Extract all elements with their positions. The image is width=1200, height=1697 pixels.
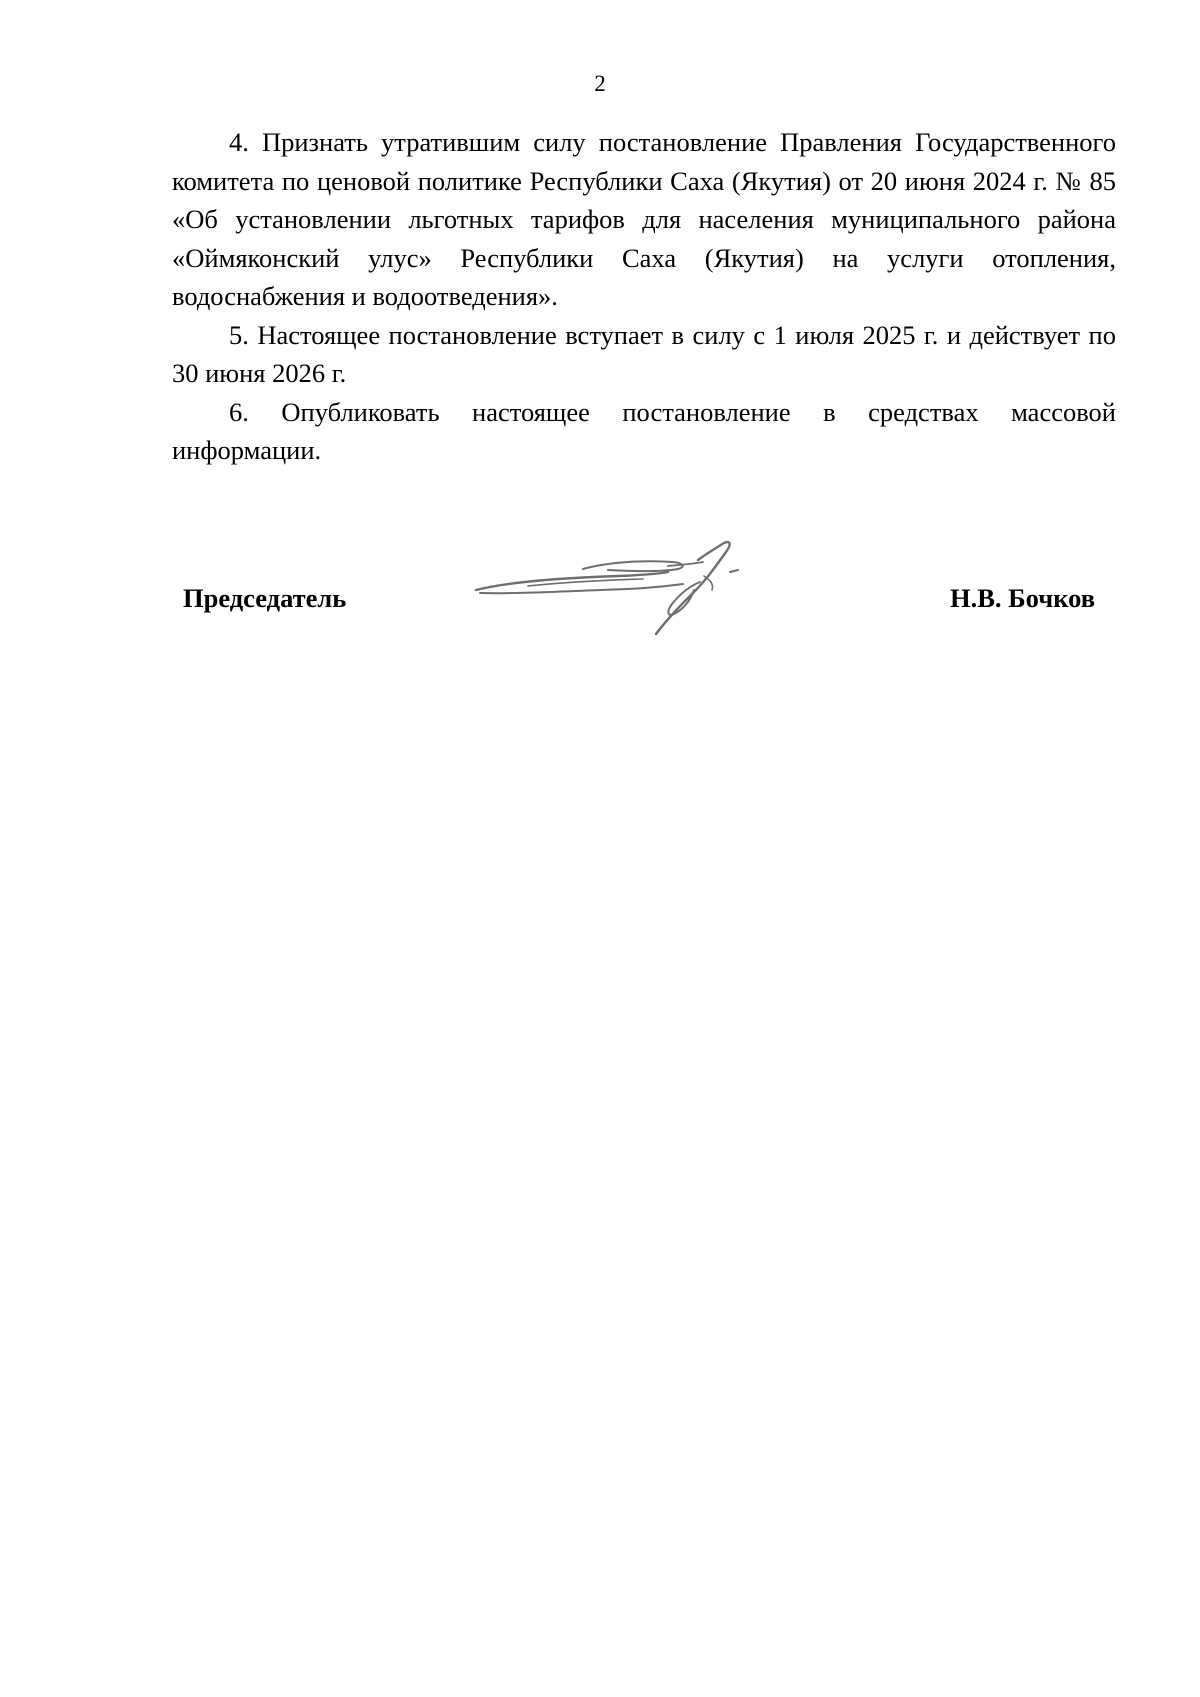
- paragraph-item-6: 6. Опубликовать настоящее постановление в средствах массовой информации.: [172, 396, 1116, 465]
- paragraph-item-5: 5. Настоящее постановление вступает в силу с 1 июля 2025 г. и действует по 30 июня 2026 г.: [172, 319, 1116, 388]
- page-number: 2: [594, 71, 606, 96]
- paragraph-item-4: 4. Признать утратившим силу постановление Правления Государственного комитета по ценовой политике Республики Саха (Якутия) от 20 июня 2024 г. № 85 «Об установлении льготных тарифов для населения муниципального района «Оймяконский улус» Республики Саха (Якутия) на услуги отопления, водоснабжения и водоотведения».: [172, 127, 1116, 311]
- signer-name: Н.В. Бочков: [950, 583, 1096, 613]
- document-body: [172, 123, 1116, 470]
- signature-block: [0, 540, 1200, 650]
- handwritten-signature: [468, 540, 788, 646]
- signer-title: Председатель: [183, 583, 347, 613]
